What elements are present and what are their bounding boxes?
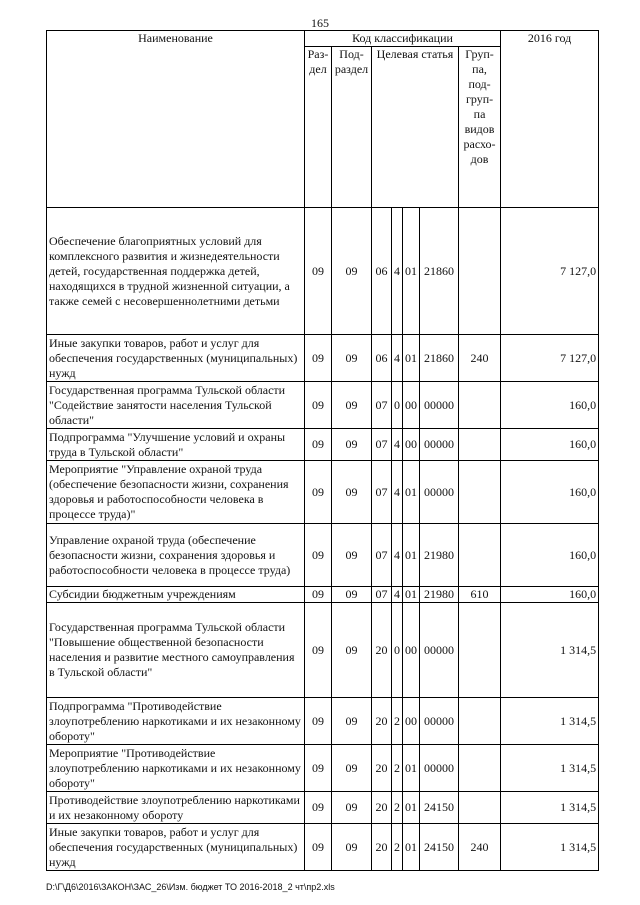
row-name: Иные закупки товаров, работ и услуг для обеспечения государственных (муниципальных) нужд — [47, 335, 305, 382]
row-section: 09 — [305, 335, 332, 382]
row-name: Мероприятие "Управление охраной труда (обеспечение безопасности жизни, сохранения здоровья и работоспособности человека в процессе труда)" — [47, 461, 305, 524]
row-target-program: 07 — [372, 429, 392, 461]
row-target-program: 07 — [372, 382, 392, 429]
row-target-program: 20 — [372, 745, 392, 792]
row-target-event: 01 — [403, 335, 420, 382]
row-target-direction: 00000 — [420, 603, 459, 698]
row-target-event: 01 — [403, 824, 420, 871]
header-name: Наименование — [47, 31, 305, 208]
row-expense-group: 240 — [459, 824, 501, 871]
row-amount: 160,0 — [501, 382, 599, 429]
header-subsection: Под- раздел — [332, 47, 372, 208]
row-subsection: 09 — [332, 429, 372, 461]
table-row — [47, 745, 599, 792]
row-target-program: 20 — [372, 792, 392, 824]
row-subsection: 09 — [332, 792, 372, 824]
row-target-direction: 00000 — [420, 382, 459, 429]
header-classification: Код классификации — [305, 31, 501, 47]
row-expense-group — [459, 745, 501, 792]
row-target-direction: 24150 — [420, 824, 459, 871]
row-section: 09 — [305, 745, 332, 792]
row-expense-group: 610 — [459, 587, 501, 603]
row-target-subprogram: 4 — [392, 335, 403, 382]
row-name: Подпрограмма "Улучшение условий и охраны труда в Тульской области" — [47, 429, 305, 461]
row-target-subprogram: 4 — [392, 587, 403, 603]
row-section: 09 — [305, 824, 332, 871]
row-expense-group: 240 — [459, 335, 501, 382]
row-section: 09 — [305, 208, 332, 335]
row-target-subprogram: 2 — [392, 745, 403, 792]
row-subsection: 09 — [332, 603, 372, 698]
row-expense-group — [459, 208, 501, 335]
table-row — [47, 382, 599, 429]
row-subsection: 09 — [332, 461, 372, 524]
row-subsection: 09 — [332, 524, 372, 587]
row-amount: 160,0 — [501, 587, 599, 603]
row-expense-group — [459, 382, 501, 429]
row-section: 09 — [305, 461, 332, 524]
row-target-event: 00 — [403, 603, 420, 698]
row-subsection: 09 — [332, 335, 372, 382]
table-row — [47, 429, 599, 461]
row-target-subprogram: 2 — [392, 792, 403, 824]
row-target-direction: 00000 — [420, 429, 459, 461]
row-expense-group — [459, 698, 501, 745]
row-target-program: 20 — [372, 824, 392, 871]
row-target-program: 07 — [372, 524, 392, 587]
row-name: Субсидии бюджетным учреждениям — [47, 587, 305, 603]
row-subsection: 09 — [332, 824, 372, 871]
row-subsection: 09 — [332, 382, 372, 429]
row-target-direction: 21860 — [420, 208, 459, 335]
row-name: Противодействие злоупотреблению наркотиками и их незаконному обороту — [47, 792, 305, 824]
row-target-direction: 21980 — [420, 524, 459, 587]
table-row — [47, 461, 599, 524]
row-amount: 1 314,5 — [501, 824, 599, 871]
row-target-event: 01 — [403, 792, 420, 824]
row-expense-group — [459, 461, 501, 524]
row-target-program: 20 — [372, 698, 392, 745]
row-target-event: 00 — [403, 698, 420, 745]
table-row — [47, 208, 599, 335]
row-expense-group — [459, 524, 501, 587]
row-target-direction: 21980 — [420, 587, 459, 603]
row-target-direction: 21860 — [420, 335, 459, 382]
row-name: Мероприятие "Противодействие злоупотреблению наркотиками и их незаконному обороту" — [47, 745, 305, 792]
row-target-event: 01 — [403, 745, 420, 792]
row-section: 09 — [305, 792, 332, 824]
table-row — [47, 335, 599, 382]
table-row — [47, 698, 599, 745]
row-name: Иные закупки товаров, работ и услуг для обеспечения государственных (муниципальных) нужд — [47, 824, 305, 871]
row-subsection: 09 — [332, 698, 372, 745]
table-header — [47, 31, 599, 208]
budget-table — [46, 30, 599, 871]
row-section: 09 — [305, 524, 332, 587]
row-name: Государственная программа Тульской области "Содействие занятости населения Тульской области" — [47, 382, 305, 429]
row-name: Подпрограмма "Противодействие злоупотреблению наркотиками и их незаконному обороту" — [47, 698, 305, 745]
header-section: Раз- дел — [305, 47, 332, 208]
row-target-direction: 00000 — [420, 698, 459, 745]
table-row — [47, 792, 599, 824]
header-expense-group: Груп- па, под- груп- па видов расхо- дов — [459, 47, 501, 208]
row-amount: 7 127,0 — [501, 208, 599, 335]
row-target-program: 20 — [372, 603, 392, 698]
row-amount: 160,0 — [501, 461, 599, 524]
table-row — [47, 603, 599, 698]
row-amount: 160,0 — [501, 429, 599, 461]
row-target-subprogram: 0 — [392, 603, 403, 698]
table-row — [47, 524, 599, 587]
row-expense-group — [459, 792, 501, 824]
row-target-program: 06 — [372, 208, 392, 335]
row-amount: 1 314,5 — [501, 698, 599, 745]
row-target-event: 01 — [403, 587, 420, 603]
header-target-article: Целевая статья — [372, 47, 459, 208]
row-target-event: 00 — [403, 429, 420, 461]
row-target-event: 01 — [403, 524, 420, 587]
row-amount: 7 127,0 — [501, 335, 599, 382]
row-name: Обеспечение благоприятных условий для комплексного развития и жизнедеятельности детей, государственная поддержка детей, находящихся в трудной жизненной ситуации, а также семей с несовершеннолетними детьми — [47, 208, 305, 335]
table-body — [47, 208, 599, 871]
row-subsection: 09 — [332, 208, 372, 335]
row-subsection: 09 — [332, 745, 372, 792]
row-section: 09 — [305, 603, 332, 698]
row-amount: 1 314,5 — [501, 603, 599, 698]
row-target-event: 00 — [403, 382, 420, 429]
row-section: 09 — [305, 698, 332, 745]
row-target-direction: 00000 — [420, 461, 459, 524]
header-year: 2016 год — [501, 31, 599, 208]
row-target-program: 07 — [372, 587, 392, 603]
row-amount: 1 314,5 — [501, 792, 599, 824]
row-target-subprogram: 2 — [392, 824, 403, 871]
page-number: 165 — [311, 16, 329, 30]
row-target-direction: 24150 — [420, 792, 459, 824]
file-path-footer: D:\Г\Д6\2016\ЗАКОН\ЗАС_26\Изм. бюджет ТО 2016-2018_2 чт\пр2.xls — [46, 882, 335, 892]
row-target-subprogram: 2 — [392, 698, 403, 745]
table-row — [47, 824, 599, 871]
row-target-event: 01 — [403, 461, 420, 524]
row-section: 09 — [305, 587, 332, 603]
row-target-direction: 00000 — [420, 745, 459, 792]
row-target-program: 07 — [372, 461, 392, 524]
row-expense-group — [459, 603, 501, 698]
row-target-subprogram: 0 — [392, 382, 403, 429]
row-target-subprogram: 4 — [392, 208, 403, 335]
row-target-subprogram: 4 — [392, 524, 403, 587]
row-name: Государственная программа Тульской области "Повышение общественной безопасности населения и развитие местного самоуправления в Тульской области" — [47, 603, 305, 698]
table-row — [47, 587, 599, 603]
row-subsection: 09 — [332, 587, 372, 603]
row-target-program: 06 — [372, 335, 392, 382]
row-target-subprogram: 4 — [392, 461, 403, 524]
row-amount: 160,0 — [501, 524, 599, 587]
row-amount: 1 314,5 — [501, 745, 599, 792]
row-expense-group — [459, 429, 501, 461]
row-name: Управление охраной труда (обеспечение безопасности жизни, сохранения здоровья и работоспособности человека в процессе труда) — [47, 524, 305, 587]
row-section: 09 — [305, 382, 332, 429]
row-target-event: 01 — [403, 208, 420, 335]
row-target-subprogram: 4 — [392, 429, 403, 461]
row-section: 09 — [305, 429, 332, 461]
